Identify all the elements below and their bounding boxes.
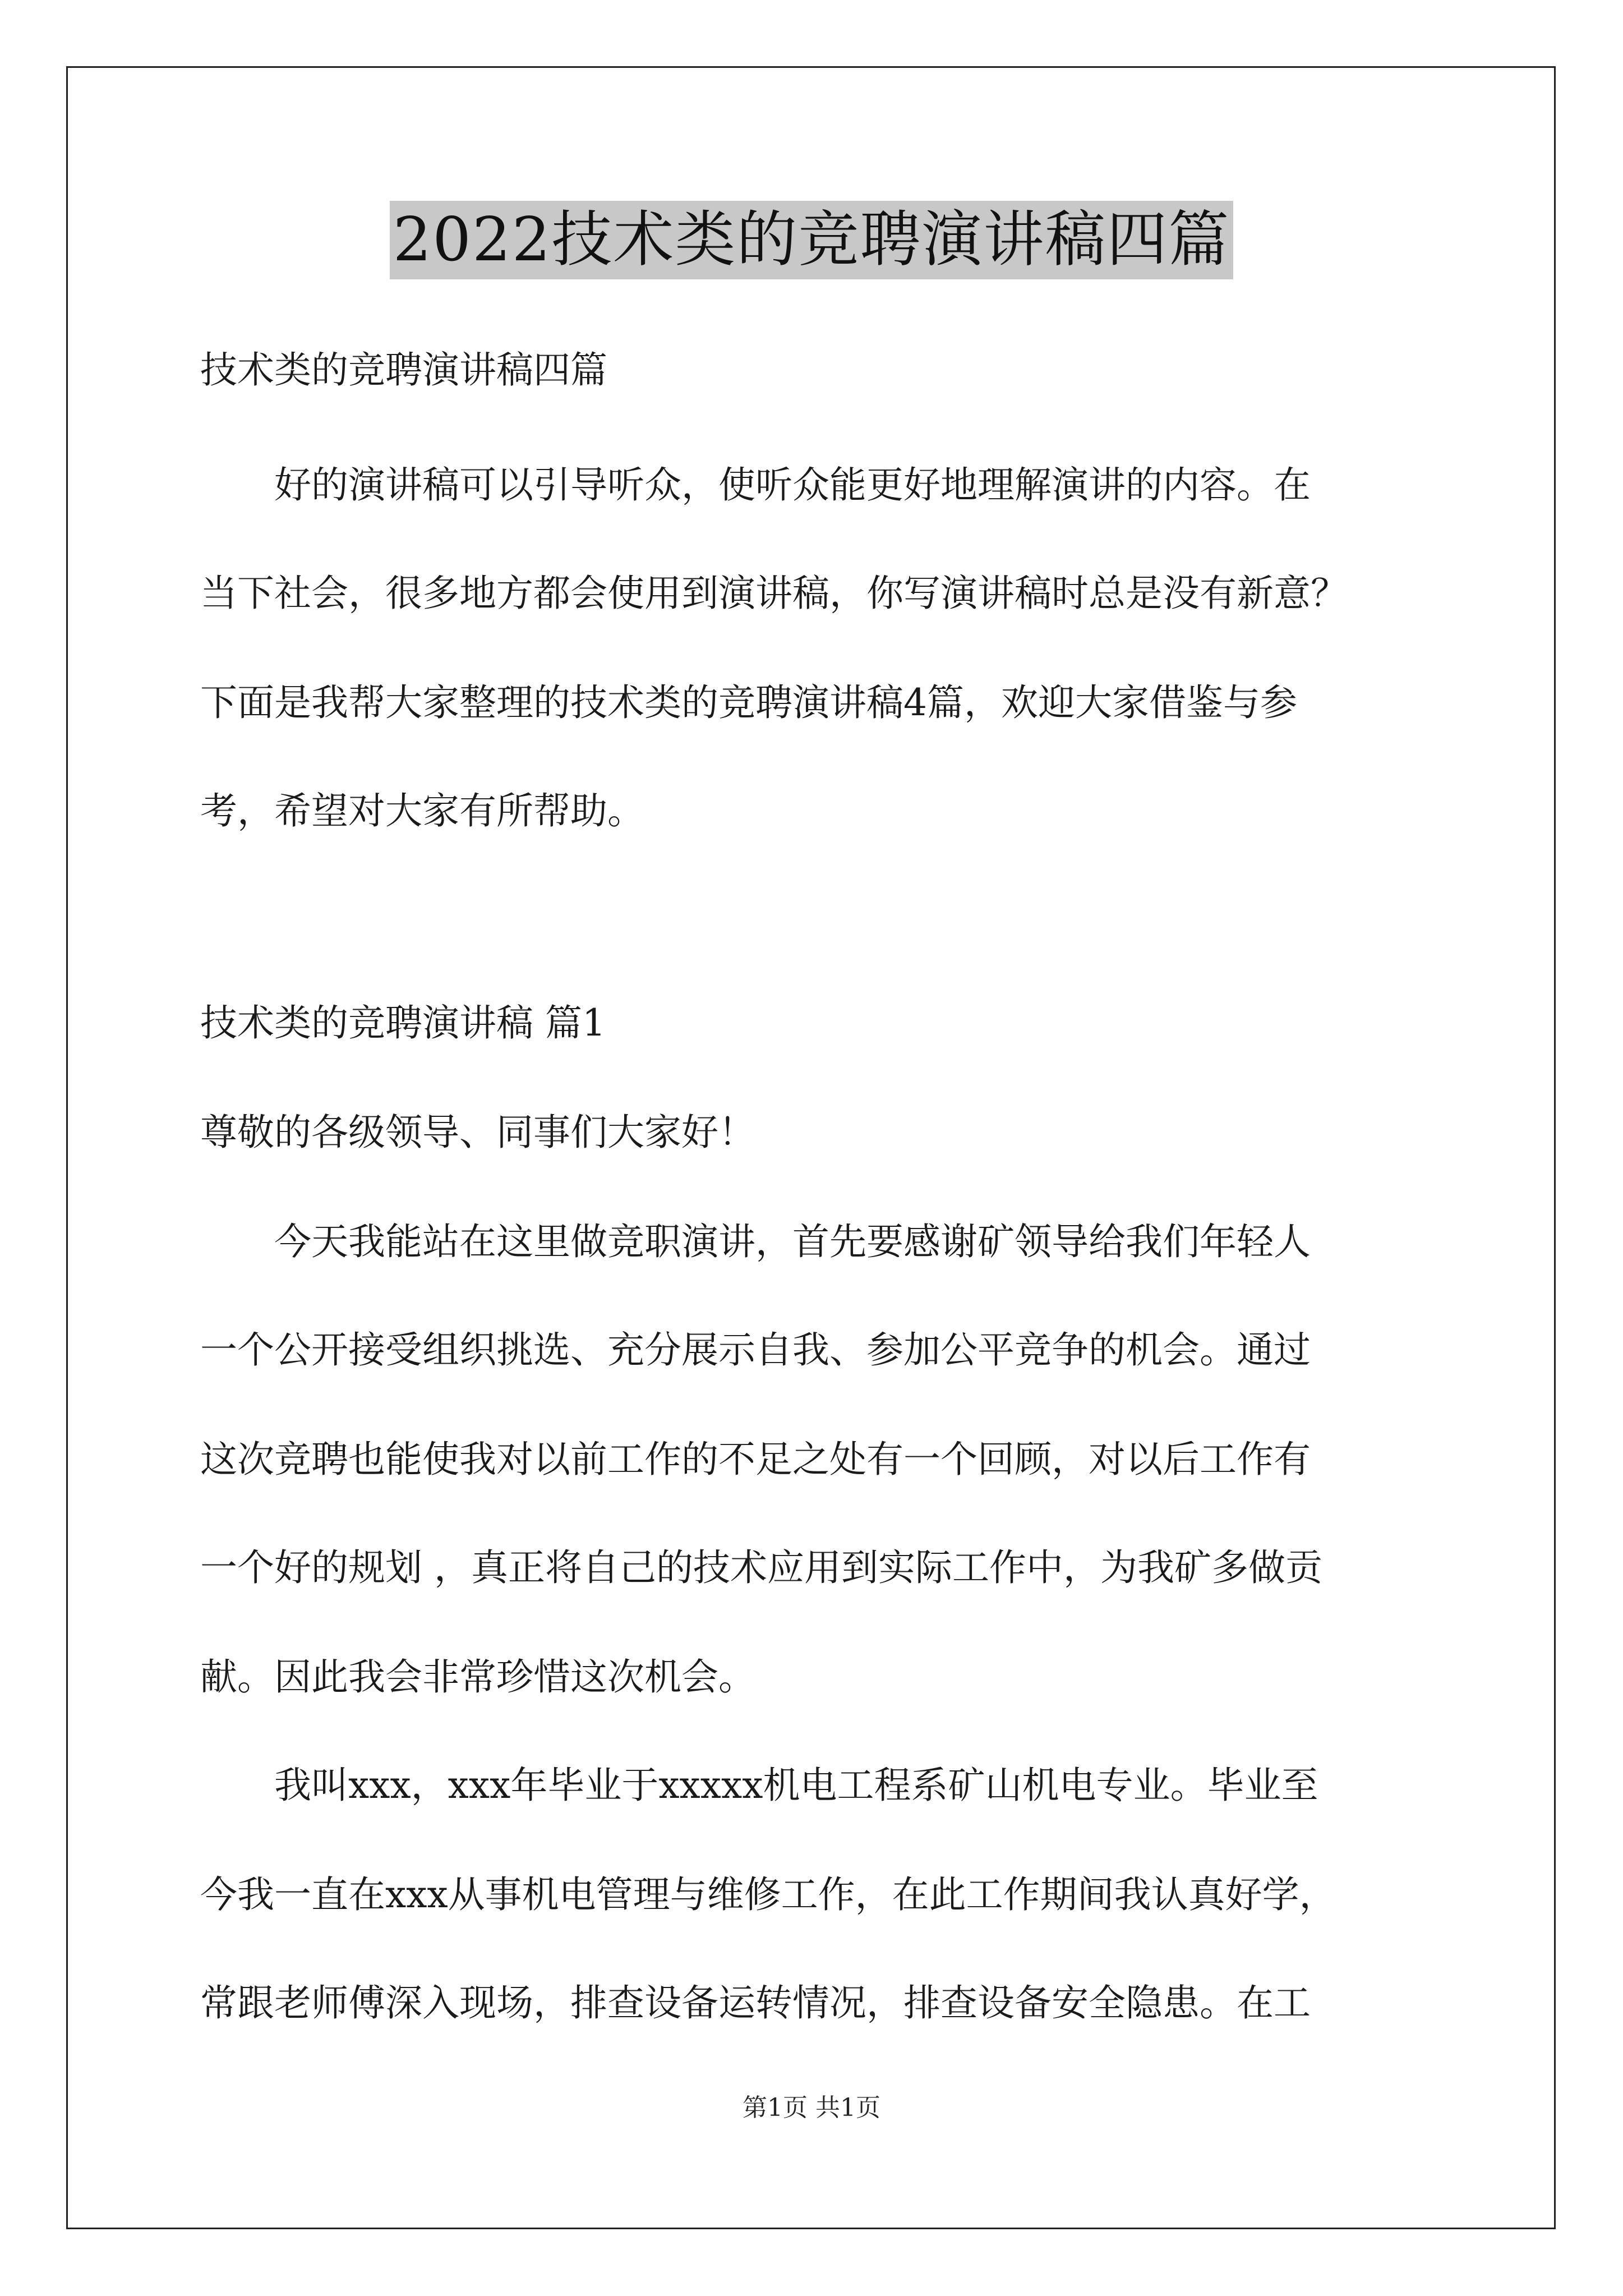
intro-line: 下面是我帮大家整理的技术类的竞聘演讲稿4篇，欢迎大家借鉴与参	[200, 681, 1297, 724]
intro-line: 好的演讲稿可以引导听众，使听众能更好地理解演讲的内容。在	[274, 463, 1311, 507]
paragraph-line: 常跟老师傅深入现场，排查设备运转情况，排查设备安全隐患。在工	[200, 1981, 1311, 2024]
page-footer: 第1页 共1页	[743, 2093, 880, 2122]
paragraph-line: 一个公开接受组织挑选、充分展示自我、参加公平竞争的机会。通过	[200, 1328, 1311, 1372]
greeting-line: 尊敬的各级领导、同事们大家好！	[200, 1111, 755, 1154]
paragraph-line: 献。因此我会非常珍惜这次机会。	[200, 1655, 755, 1699]
document-title: 2022技术类的竞聘演讲稿四篇	[390, 201, 1234, 279]
document-subtitle: 技术类的竞聘演讲稿四篇	[200, 348, 607, 392]
section-heading: 技术类的竞聘演讲稿 篇1	[200, 1001, 606, 1045]
paragraph-line: 这次竞聘也能使我对以前工作的不足之处有一个回顾，对以后工作有	[200, 1438, 1311, 1481]
paragraph-line: 我叫xxx，xxx年毕业于xxxxx机电工程系矿山机电专业。毕业至	[274, 1764, 1318, 1807]
intro-line: 当下社会，很多地方都会使用到演讲稿，你写演讲稿时总是没有新意？	[200, 572, 1348, 615]
paragraph-line: 今天我能站在这里做竞职演讲，首先要感谢矿领导给我们年轻人	[274, 1220, 1311, 1263]
title-container	[0, 201, 1623, 279]
paragraph-line: 一个好的规划 ，真正将自己的技术应用到实际工作中，为我矿多做贡	[200, 1546, 1322, 1589]
intro-line: 考，希望对大家有所帮助。	[200, 789, 644, 832]
paragraph-line: 今我一直在xxx从事机电管理与维修工作，在此工作期间我认真好学，	[200, 1873, 1336, 1916]
